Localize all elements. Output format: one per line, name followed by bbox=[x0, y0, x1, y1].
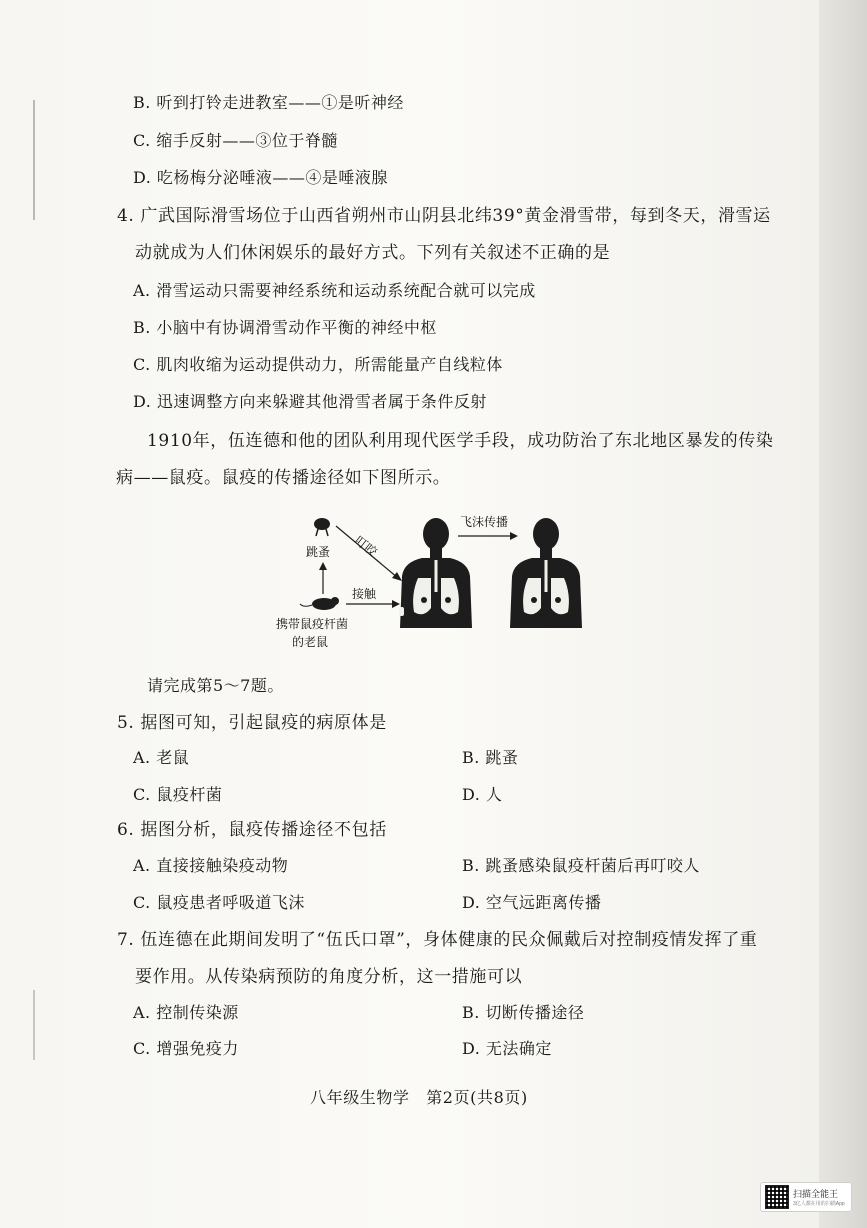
q3-option-d: D. 吃杨梅分泌唾液——④是唾液腺 bbox=[133, 168, 388, 187]
label-contact: 接触 bbox=[352, 587, 377, 601]
q5-stem: 5. 据图可知，引起鼠疫的病原体是 bbox=[117, 713, 387, 733]
plague-transmission-diagram bbox=[276, 512, 610, 662]
q5-option-b: B. 跳蚤 bbox=[462, 748, 519, 767]
q4-option-a: A. 滑雪运动只需要神经系统和运动系统配合就可以完成 bbox=[133, 281, 536, 300]
badge-title: 扫描全能王 bbox=[793, 1189, 839, 1199]
q7-option-d: D. 无法确定 bbox=[462, 1039, 552, 1058]
label-flea: 跳蚤 bbox=[306, 545, 331, 559]
q6-option-d: D. 空气远距离传播 bbox=[462, 893, 602, 912]
q3-option-b: B. 听到打铃走进教室——①是听神经 bbox=[133, 93, 404, 112]
page-footer: 八年级生物学 第2页(共8页) bbox=[310, 1088, 528, 1107]
label-rat-line1: 携带鼠疫杆菌 bbox=[276, 617, 349, 631]
passage-line1: 1910年，伍连德和他的团队利用现代医学手段，成功防治了东北地区暴发的传染 bbox=[147, 431, 774, 451]
q5-option-c: C. 鼠疫杆菌 bbox=[133, 785, 223, 804]
q6-option-a: A. 直接接触染疫动物 bbox=[133, 856, 289, 875]
q6-stem: 6. 据图分析，鼠疫传播途径不包括 bbox=[117, 820, 387, 840]
scan-edge-shadow bbox=[33, 100, 35, 220]
q5-option-a: A. 老鼠 bbox=[133, 748, 190, 767]
label-droplet: 飞沫传播 bbox=[460, 515, 509, 529]
arrow-contact bbox=[346, 600, 400, 608]
label-bite: 叮咬 bbox=[352, 533, 380, 560]
q6-option-c: C. 鼠疫患者呼吸道飞沫 bbox=[133, 893, 305, 912]
q5-option-d: D. 人 bbox=[462, 785, 503, 804]
qr-code-icon bbox=[765, 1185, 789, 1209]
adjacent-page-strip bbox=[819, 0, 867, 1228]
q4-stem-line1: 4. 广武国际滑雪场位于山西省朔州市山阴县北纬39°黄金滑雪带，每到冬天，滑雪运 bbox=[117, 206, 771, 226]
q3-option-c: C. 缩手反射——③位于脊髓 bbox=[133, 131, 338, 150]
rat-icon bbox=[300, 597, 339, 610]
q7-option-b: B. 切断传播途径 bbox=[462, 1003, 585, 1022]
passage-line2: 病——鼠疫。鼠疫的传播途径如下图所示。 bbox=[116, 468, 451, 488]
arrow-droplet bbox=[458, 532, 518, 540]
healthy-person-torso-icon bbox=[510, 518, 582, 628]
label-rat-line2: 的老鼠 bbox=[292, 635, 329, 649]
instruction-line: 请完成第5～7题。 bbox=[147, 676, 284, 695]
infected-person-torso-icon bbox=[399, 518, 472, 628]
q6-option-b: B. 跳蚤感染鼠疫杆菌后再叮咬人 bbox=[462, 856, 700, 875]
q4-option-d: D. 迅速调整方向来躲避其他滑雪者属于条件反射 bbox=[133, 392, 487, 411]
scanner-app-badge bbox=[760, 1182, 852, 1212]
scan-edge-shadow bbox=[33, 990, 35, 1060]
q4-option-c: C. 肌肉收缩为运动提供动力，所需能量产自线粒体 bbox=[133, 355, 503, 374]
q7-option-c: C. 增强免疫力 bbox=[133, 1039, 239, 1058]
q4-option-b: B. 小脑中有协调滑雪动作平衡的神经中枢 bbox=[133, 318, 437, 337]
arrow-rat-to-flea bbox=[319, 562, 327, 594]
flea-icon bbox=[314, 518, 330, 536]
q7-stem-line1: 7. 伍连德在此期间发明了“伍氏口罩”，身体健康的民众佩戴后对控制疫情发挥了重 bbox=[117, 930, 758, 950]
badge-subtitle: 3亿人都在用的扫描App bbox=[793, 1201, 845, 1207]
q7-option-a: A. 控制传染源 bbox=[133, 1003, 239, 1022]
q7-stem-line2: 要作用。从传染病预防的角度分析，这一措施可以 bbox=[135, 967, 523, 987]
q4-stem-line2: 动就成为人们休闲娱乐的最好方式。下列有关叙述不正确的是 bbox=[135, 243, 611, 263]
